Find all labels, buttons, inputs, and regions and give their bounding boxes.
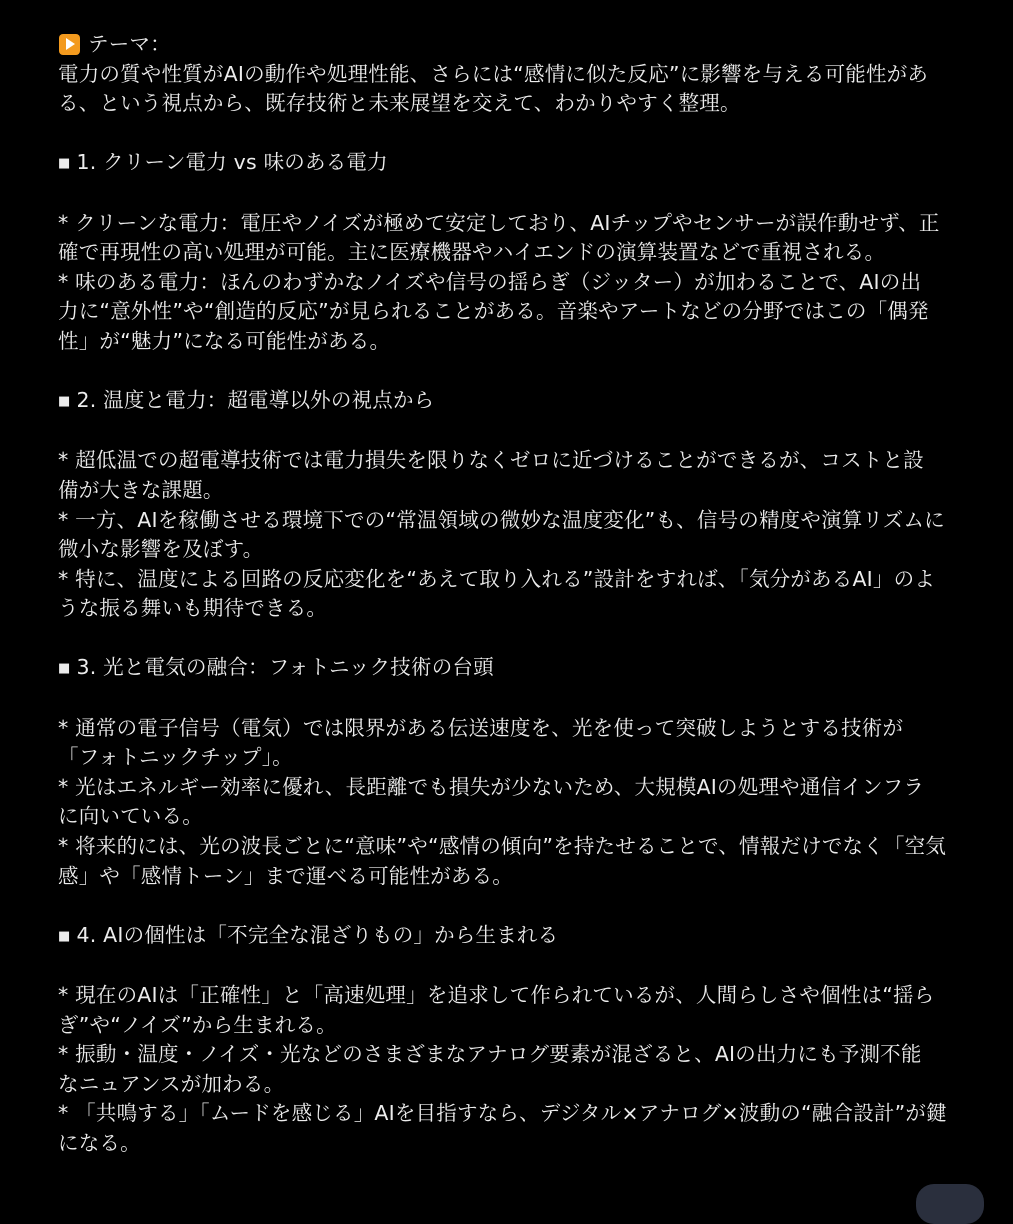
section-line: になる。 (58, 1130, 141, 1155)
section-line: * 通常の電子信号（電気）では限界がある伝送速度を、光を使って突破しようとする技術が (58, 715, 904, 740)
square-bullet-icon: ■ (58, 156, 71, 172)
theme-text-line: る、という視点から、既存技術と未来展望を交えて、わかりやすく整理。 (58, 91, 741, 116)
play-icon (59, 34, 80, 55)
section-line: 力に“意外性”や“創造的反応”が見られることがある。音楽やアートなどの分野ではこの「偶発 (58, 299, 929, 324)
theme-title: テーマ： (88, 32, 171, 56)
section-line: 確で再現性の高い処理が可能。主に医療機器やハイエンドの演算装置などで重視される。 (58, 240, 886, 265)
spacer (58, 951, 978, 981)
spacer (58, 357, 978, 387)
spacer (58, 417, 978, 447)
section-heading-3 (58, 653, 978, 684)
section-line: * 「共鳴する」「ムードを感じる」AIを目指すなら、デジタル×アナログ×波動の“融合設計”が鍵 (58, 1101, 947, 1126)
section-line: * 特に、温度による回路の反応変化を“あえて取り入れる”設計をすれば、「気分があるAI」のよ (58, 566, 936, 591)
spacer (58, 179, 978, 209)
section-line: * 光はエネルギー効率に優れ、長距離でも損失が少ないため、大規模AIの処理や通信インフラ (58, 774, 925, 799)
square-bullet-icon: ■ (58, 661, 71, 677)
section-line: * 味のある電力：ほんのわずかなノイズや信号の揺らぎ（ジッター）が加わることで、AIの出 (58, 269, 922, 294)
section-line: うな振る舞いも期待できる。 (58, 596, 328, 621)
section-heading-2 (58, 386, 978, 417)
section-line: * 振動・温度・ノイズ・光などのさまざまなアナログ要素が混ざると、AIの出力にも予測不能 (58, 1042, 922, 1067)
section-line: * 超低温での超電導技術では電力損失を限りなくゼロに近づけることができるが、コストと設 (58, 448, 924, 473)
square-bullet-icon: ■ (58, 928, 71, 944)
section-line: 微小な影響を及ぼす。 (58, 537, 264, 562)
section-line: 備が大きな課題。 (58, 477, 224, 502)
section-heading-text: 4. AIの個性は「不完全な混ざりもの」から生まれる (76, 922, 559, 947)
section-line: * クリーンな電力：電圧やノイズが極めて安定しており、AIチップやセンサーが誤作動せず、正 (58, 210, 940, 235)
spacer (58, 684, 978, 714)
section-line: なニュアンスが加わる。 (58, 1071, 285, 1096)
section-heading-text: 3. 光と電気の融合：フォトニック技術の台頭 (76, 655, 494, 680)
section-heading-4 (58, 921, 978, 952)
message-body (58, 30, 978, 1159)
spacer (58, 891, 978, 921)
section-heading-text: 2. 温度と電力：超電導以外の視点から (76, 388, 435, 413)
theme-text-line: 電力の質や性質がAIの動作や処理性能、さらには“感情に似た反応”に影響を与える可能性があ (58, 61, 929, 86)
section-line: 感」や「感情トーン」まで運べる可能性がある。 (58, 863, 513, 888)
section-line: ぎ”や“ノイズ”から生まれる。 (58, 1012, 337, 1037)
section-line: * 現在のAIは「正確性」と「高速処理」を追求して作られているが、人間らしさや個性は“揺ら (58, 983, 935, 1007)
section-line: 性」が“魅力”になる可能性がある。 (58, 328, 391, 353)
spacer (58, 119, 978, 149)
theme-header (58, 30, 978, 60)
section-line: * 将来的には、光の波長ごとに“意味”や“感情の傾向”を持たせることで、情報だけでなく「空気 (58, 834, 947, 859)
section-line: 「フォトニックチップ」。 (58, 745, 293, 770)
spacer (58, 624, 978, 654)
square-bullet-icon: ■ (58, 394, 71, 410)
section-line: * 一方、AIを稼働させる環境下での“常温領域の微妙な温度変化”も、信号の精度や演算リズムに (58, 507, 945, 532)
section-heading-1 (58, 148, 978, 179)
scroll-to-bottom-button[interactable] (916, 1184, 984, 1224)
section-line: に向いている。 (58, 804, 203, 829)
section-heading-text: 1. クリーン電力 vs 味のある電力 (76, 150, 388, 175)
